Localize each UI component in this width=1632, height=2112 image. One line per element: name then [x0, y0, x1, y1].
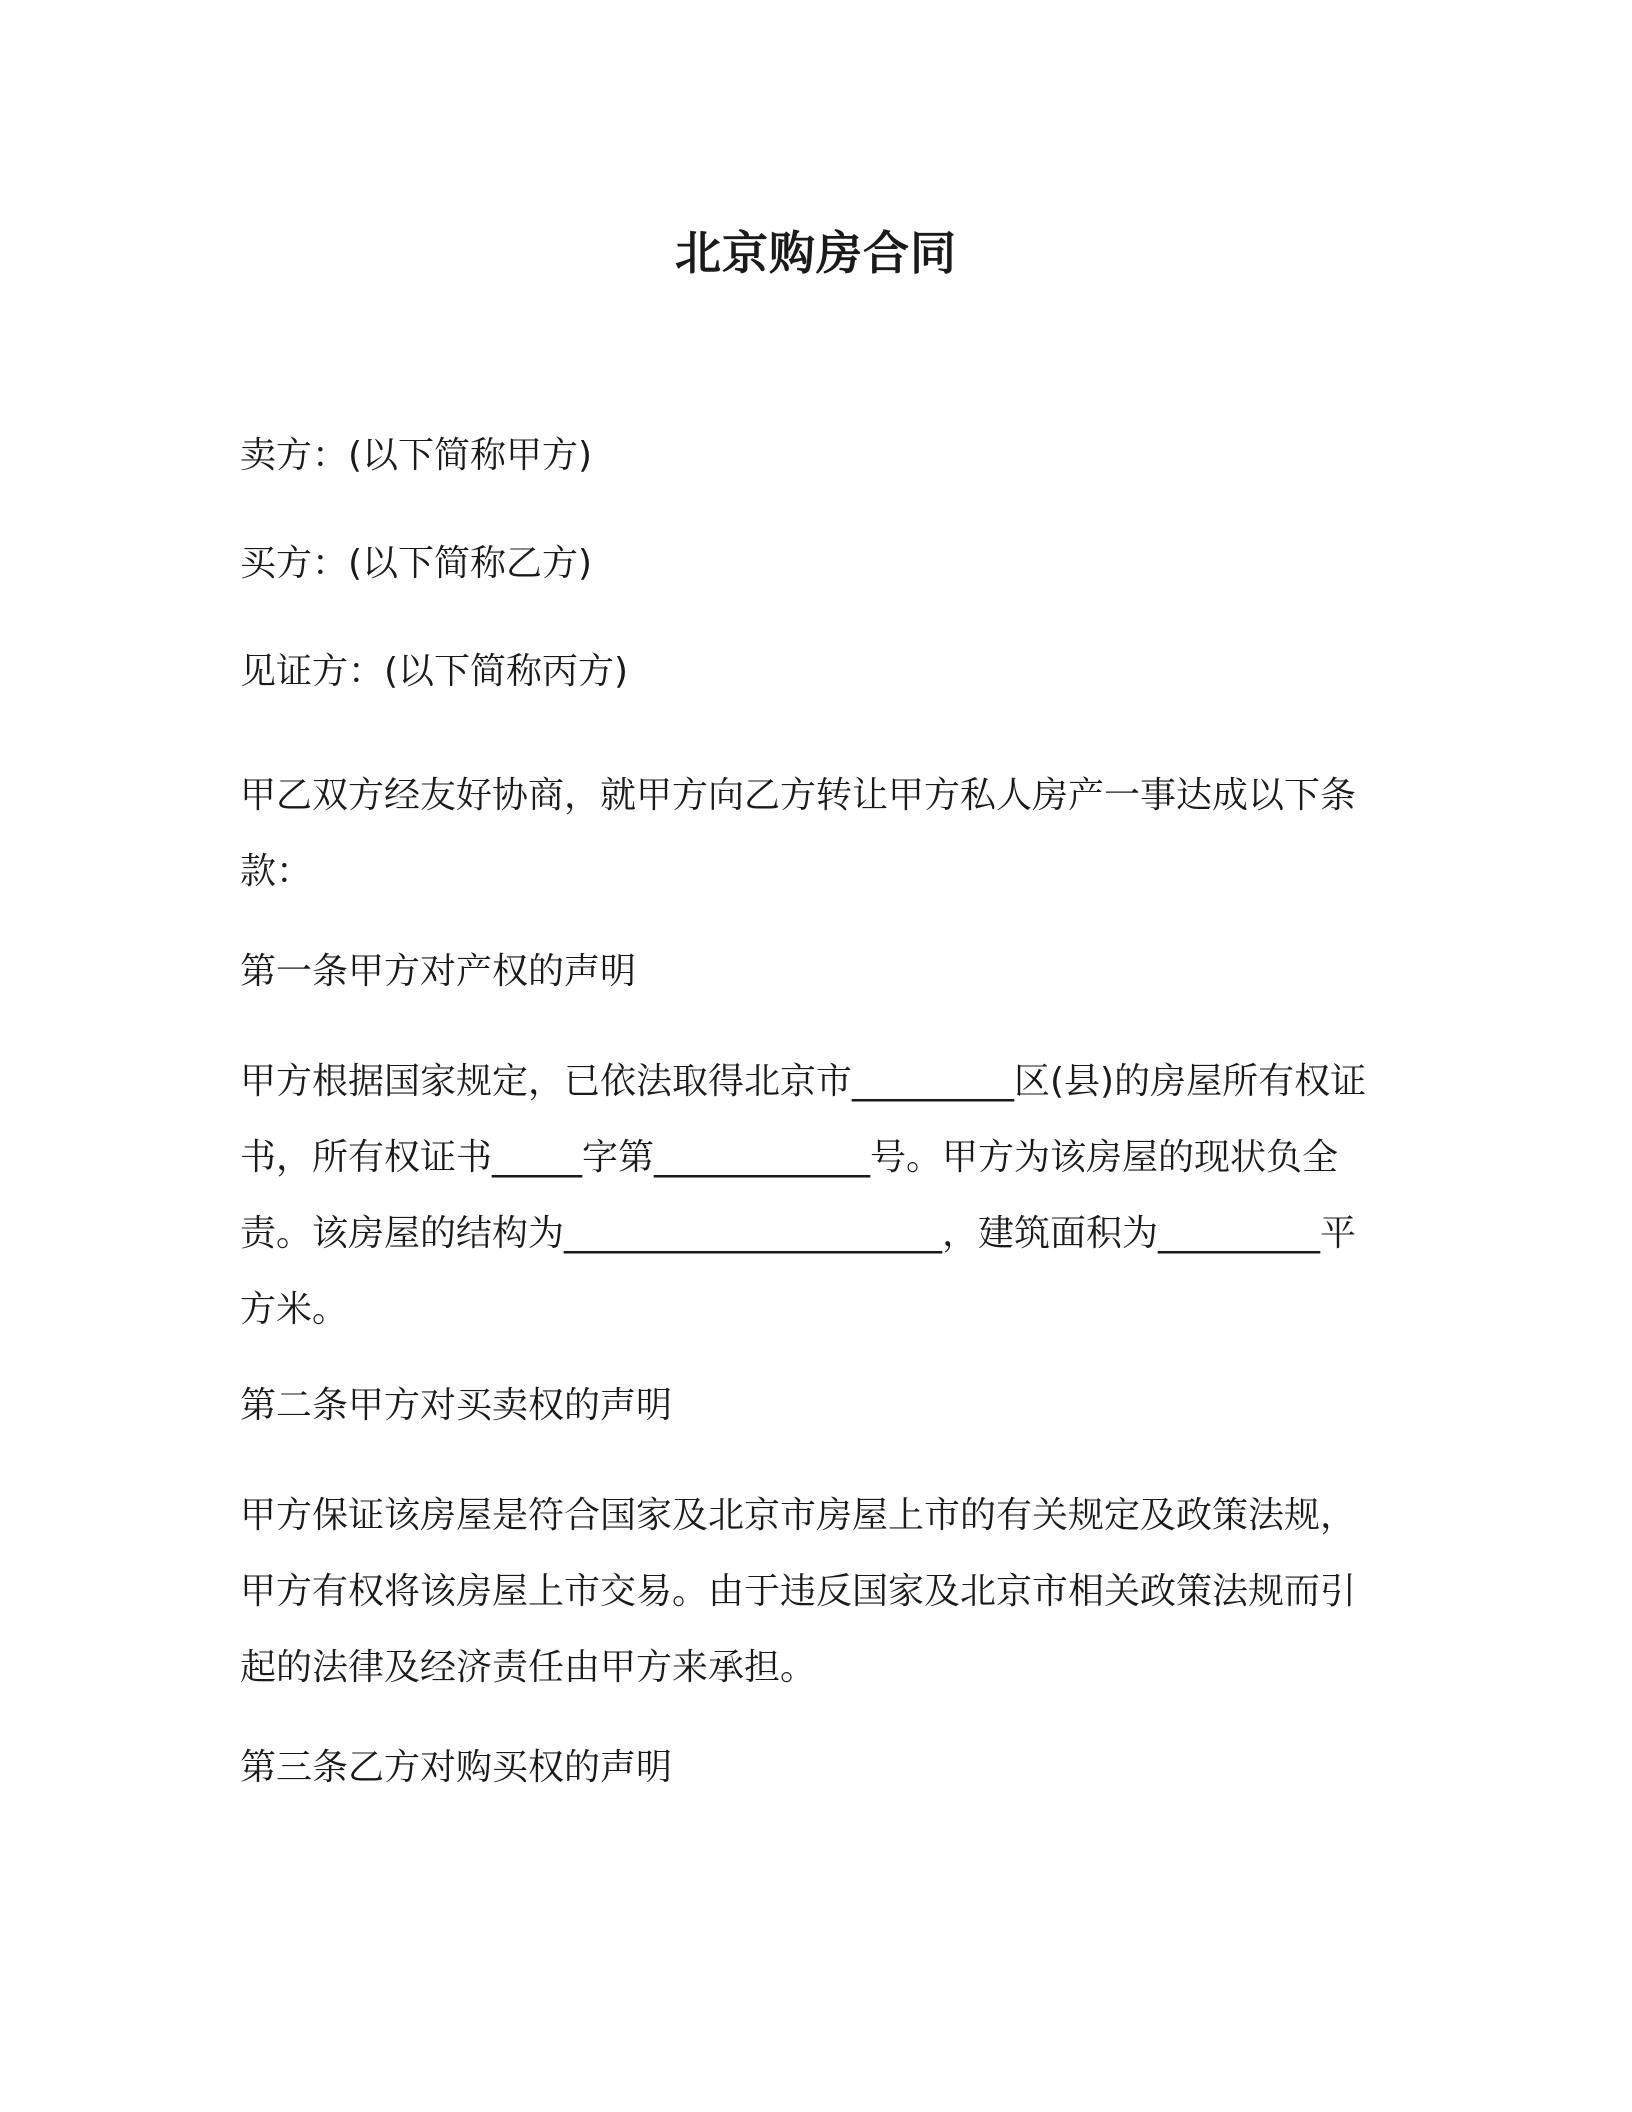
- article-1-heading: 第一条甲方对产权的声明: [240, 951, 637, 992]
- article-3-heading: 第三条乙方对购买权的声明: [240, 1747, 673, 1788]
- buyer-line: 买方：(以下简称乙方): [240, 543, 593, 584]
- witness-line: 见证方：(以下简称丙方): [240, 651, 629, 692]
- preamble-paragraph: 甲乙双方经友好协商，就甲方向乙方转让甲方私人房产一事达成以下条款：: [240, 775, 1357, 892]
- article-2-heading: 第二条甲方对买卖权的声明: [240, 1385, 673, 1426]
- document-title: 北京购房合同: [675, 225, 957, 280]
- article-1-body: 甲方根据国家规定，已依法取得北京市_________区(县)的房屋所有权证书，所有权证书_____字第____________号。甲方为该房屋的现状负全责。该房屋的结构为_____________________，建筑面积为_________平方米。: [240, 1061, 1367, 1330]
- article-2-body: 甲方保证该房屋是符合国家及北京市房屋上市的有关规定及政策法规，甲方有权将该房屋上市交易。由于违反国家及北京市相关政策法规而引起的法律及经济责任由甲方来承担。: [240, 1495, 1357, 1688]
- seller-line: 卖方：(以下简称甲方): [240, 435, 593, 476]
- document-body: [240, 434, 1390, 1852]
